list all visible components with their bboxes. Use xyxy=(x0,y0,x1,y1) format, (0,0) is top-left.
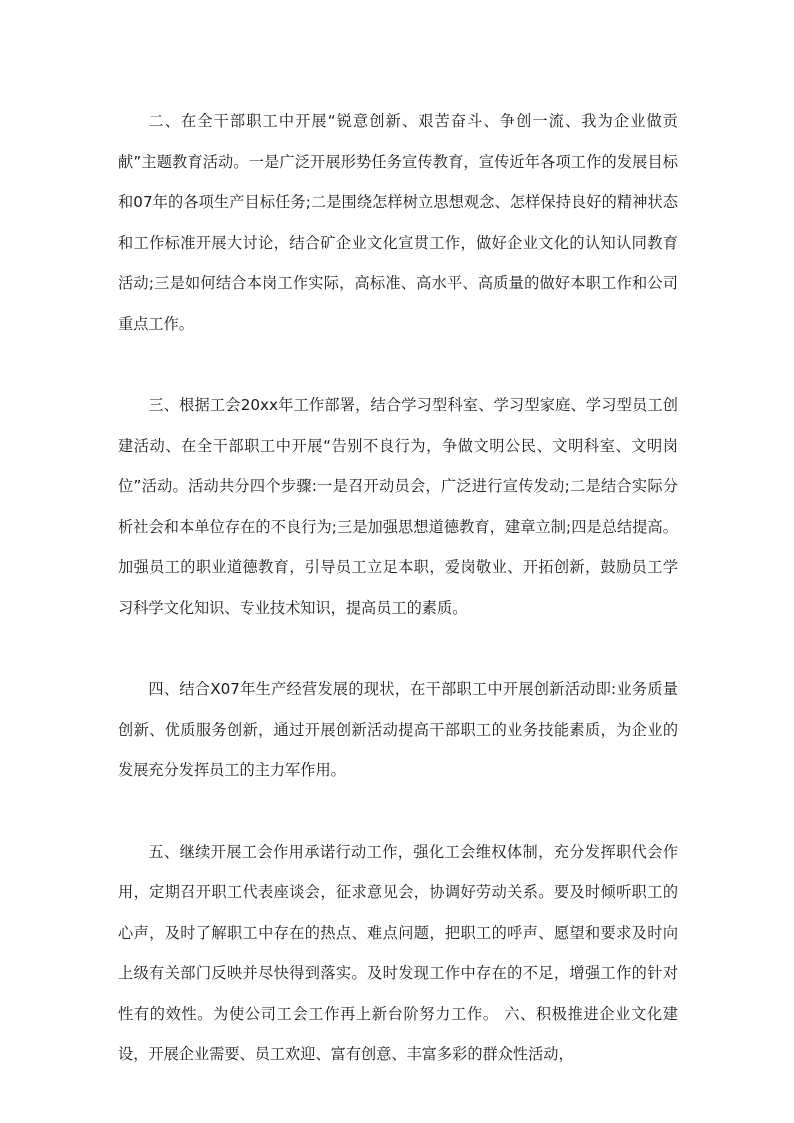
document-body xyxy=(118,101,678,1075)
paragraph-3-civility-campaign: 三、根据工会20xx年工作部署，结合学习型科室、学习型家庭、学习型员工创建活动、在全干部职工中开展“告别不良行为，争做文明公民、文明科室、文明岗位”活动。活动共分四个步骤:一是召开动员会，广泛进行宣传发动;二是结合实际分析社会和本单位存在的不良行为;三是加强思想道德教育，建章立制;四是总结提高。加强员工的职业道德教育，引导员工立足本职，爱岗敬业、开拓创新，鼓励员工学习科学文化知识、专业技术知识，提高员工的素质。 xyxy=(118,396,678,617)
paragraph-spacer xyxy=(118,344,678,385)
paragraph-2-education-campaign: 二、在全干部职工中开展“锐意创新、艰苦奋斗、争创一流、我为企业做贡献”主题教育活动。一是广泛开展形势任务宣传教育，宣传近年各项工作的发展目标和07年的各项生产目标任务;二是围绕怎样树立思想观念、怎样保持良好的精神状态和工作标准开展大讨论，结合矿企业文化宣贯工作，做好企业文化的认知认同教育活动;三是如何结合本岗工作实际，高标准、高水平、高质量的做好本职工作和公司重点工作。 xyxy=(118,112,678,333)
paragraph-spacer xyxy=(118,791,678,832)
paragraph-spacer xyxy=(118,628,678,669)
paragraph-4-innovation-activity: 四、结合X07年生产经营发展的现状，在干部职工中开展创新活动即:业务质量创新、优质服务创新，通过开展创新活动提高干部职工的业务技能素质，为企业的发展充分发挥员工的主力军作用。 xyxy=(118,680,678,779)
paragraph-5-union-commitment: 五、继续开展工会作用承诺行动工作，强化工会维权体制，充分发挥职代会作用，定期召开职工代表座谈会，征求意见会，协调好劳动关系。要及时倾听职工的心声，及时了解职工中存在的热点、难点问题，把职工的呼声、愿望和要求及时向上级有关部门反映并尽快得到落实。及时发现工作中存在的不足，增强工作的针对性有的效性。为使公司工会工作再上新台阶努力工作。 六、积极推进企业文化建设，开展企业需要、员工欢迎、富有创意、丰富多彩的群众性活动， xyxy=(118,842,678,1063)
